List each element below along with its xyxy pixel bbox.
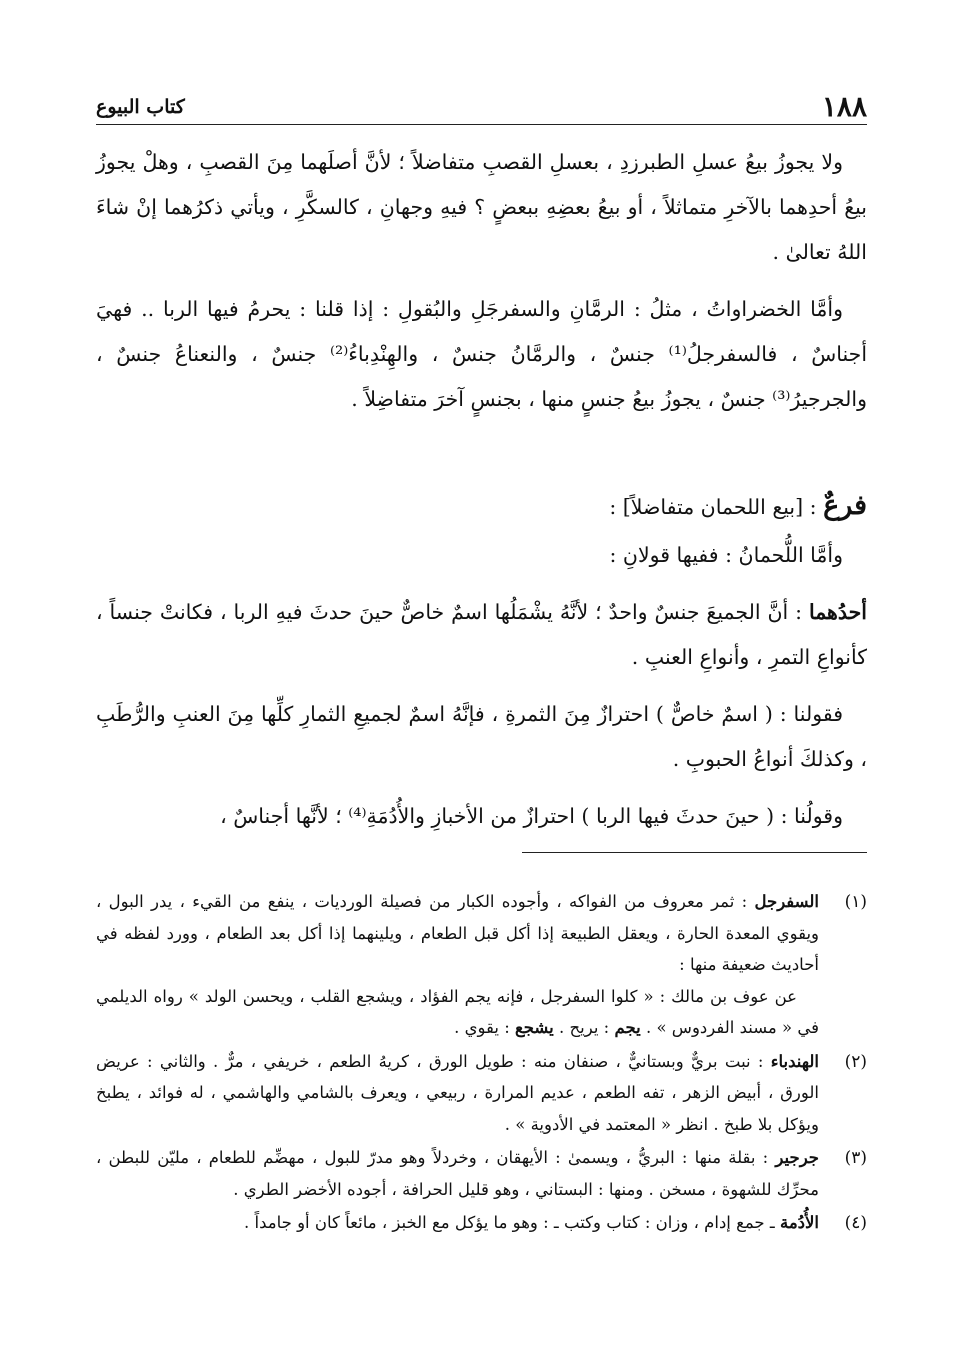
gloss-definition: : يريح . bbox=[559, 1018, 610, 1037]
branch-title: : [بيع اللحمان متفاضلاً] : bbox=[609, 495, 817, 519]
branch-heading bbox=[96, 480, 867, 533]
paragraph-special-name: فقولنا : ( اسمٌ خاصٌّ ) احترازٌ مِنَ الثمرةِ ، فإنَّهُ اسمٌ لجميعِ الثمارِ كلِّها مِنَ العنبِ والرُّطَبِ ، وكذلكَ أنواعُ الحبوبِ . bbox=[96, 702, 867, 771]
paragraph-vegetables: وأمَّا الخضراواتُ ، مثلُ : الرمَّانِ والسفرجَلِ والبُقولِ : إذا قلنا : يحرمُ فيها الربا .. فهيَ أجناسٌ ، فالسفرجلُ⁽¹⁾ جنسٌ ، والرمَّانُ جنسٌ ، والهِنْدِباءُ⁽²⁾ جنسٌ ، والنعناعُ جنسٌ ، والجرجيرُ⁽³⁾ جنسٌ ، يجوزُ بيعُ جنسٍ منها ، بجنسٍ آخرَ متفاضِلاً . bbox=[96, 297, 868, 411]
footnote-term: الأُدُمة bbox=[779, 1213, 819, 1232]
footnote-body bbox=[96, 1046, 819, 1141]
footnote-text: : ثمر معروف من الفواكه ، وأجوده الكبار من فصيلة الورديات ، ينفع من القيء ، يدر البول ، ويقوي المعدة الحارة ، ويعقل الطبيعة إذا أكل قبل الطعام ، ويلينهما إذا أكل بعد الطعام ، وورد لفظه في أحاديث ضعيفة منها : bbox=[96, 892, 819, 974]
page-number: ١٨٨ bbox=[821, 90, 867, 123]
footnote-2 bbox=[96, 1046, 867, 1141]
footnote-number: (١) bbox=[844, 892, 867, 912]
footnote-text: ـ جمع إدام ، وزان : كتاب وكتب ـ : وهو ما يؤكل مع الخبز ، مائعاً كان أو جامداً . bbox=[244, 1213, 775, 1232]
gloss-term: يجم bbox=[614, 1018, 641, 1037]
footnote-4 bbox=[96, 1207, 867, 1239]
first-opinion-label: أحدُهما bbox=[808, 600, 867, 624]
footnote-3 bbox=[96, 1142, 867, 1205]
paragraph-meats: وأمَّا اللُّحمانُ : ففيها قولانِ : bbox=[609, 543, 843, 567]
footnote-number: (٢) bbox=[844, 1051, 867, 1072]
footnote-separator bbox=[522, 852, 867, 853]
footnote-term: السفرجل bbox=[754, 892, 819, 911]
paragraph-breads: وقولُنا : ( حينَ حدثَ فيها الربا ) احترازٌ من الأخبازِ والأُدُمَةِ⁽⁴⁾ ؛ لأنَّها أجناسٌ ، bbox=[220, 804, 843, 828]
page-header bbox=[96, 88, 867, 125]
gloss-term: يشجع bbox=[515, 1018, 554, 1037]
hadith-text: عن عوف بن مالك : « كلوا السفرجل ، فإنه يجم الفؤاد ، ويشجع القلب ، ويحسن الولد » رواه الديلمي في « مسند الفردوس » . bbox=[96, 986, 819, 1037]
footnote-term: جرجير bbox=[775, 1148, 819, 1167]
footnote-body bbox=[96, 1142, 819, 1205]
footnote-body bbox=[96, 886, 819, 1044]
first-opinion-text: : أنَّ الجميعَ جنسٌ واحدٌ ؛ لأنَّهُ يشْمَلُها اسمٌ خاصٌّ حينَ حدثَ فيهِ الربا ، فكانتْ جنساً ، كأنواعِ التمرِ ، وأنواعِ العنبِ . bbox=[96, 600, 867, 669]
footnote-text: : نبت بريٌّ وبستانيٌّ ، صنفان منه : طويل الورق ، كريهُ الطعم ، خريفي ، مرٌّ . والثاني : عريض الورق ، أبيض الزهر ، تفه الطعم ، عديم المرارة ، ربيعي ، ويعرف بالشامي والهاشمي ، له فوائد ، يطبخ ويؤكل بلا طبخ . انظر « المعتمد في الأدوية » . bbox=[96, 1051, 819, 1134]
footnote-hadith bbox=[96, 981, 819, 1044]
footnote-text: : بقلة منها : البريُّ ، ويسمىٰ : الأيهقان ، وخردلاً وهو مدرّ للبول ، مهضِّم للطعام ، مليّن للبطن ، محرِّك للشهوة ، مسخن . ومنها : البستاني ، وهو قليل الحرافة ، أجوده الأخضر الطري . bbox=[96, 1148, 819, 1199]
footnote-number: (٤) bbox=[844, 1213, 867, 1233]
footnote-term: الهندباء bbox=[770, 1051, 820, 1071]
running-title: كتاب البيوع bbox=[96, 96, 185, 118]
footnotes bbox=[96, 886, 867, 1241]
footnote-body bbox=[96, 1207, 819, 1239]
paragraph-first-opinion bbox=[96, 590, 867, 680]
branch-word: فرعٌ bbox=[823, 490, 867, 521]
main-text bbox=[96, 140, 867, 839]
footnote-1 bbox=[96, 886, 867, 1044]
footnote-number: (٣) bbox=[844, 1148, 867, 1168]
gloss-definition: : يقوي . bbox=[454, 1018, 510, 1037]
paragraph-tabarzad: ولا يجوزُ بيعُ عسلِ الطبرزدِ ، بعسلِ القصبِ متفاضلاً ؛ لأنَّ أصلَهما مِنَ القصبِ ، وهلْ يجوزُ بيعُ أحدِهما بالآخرِ متماثلاً ، أو بيعُ بعضِهِ ببعضٍ ؟ فيهِ وجهانِ ، كالسكَّرِ ، ويأتي ذكرُهما إنْ شاءَ اللهُ تعالىٰ . bbox=[96, 150, 867, 264]
